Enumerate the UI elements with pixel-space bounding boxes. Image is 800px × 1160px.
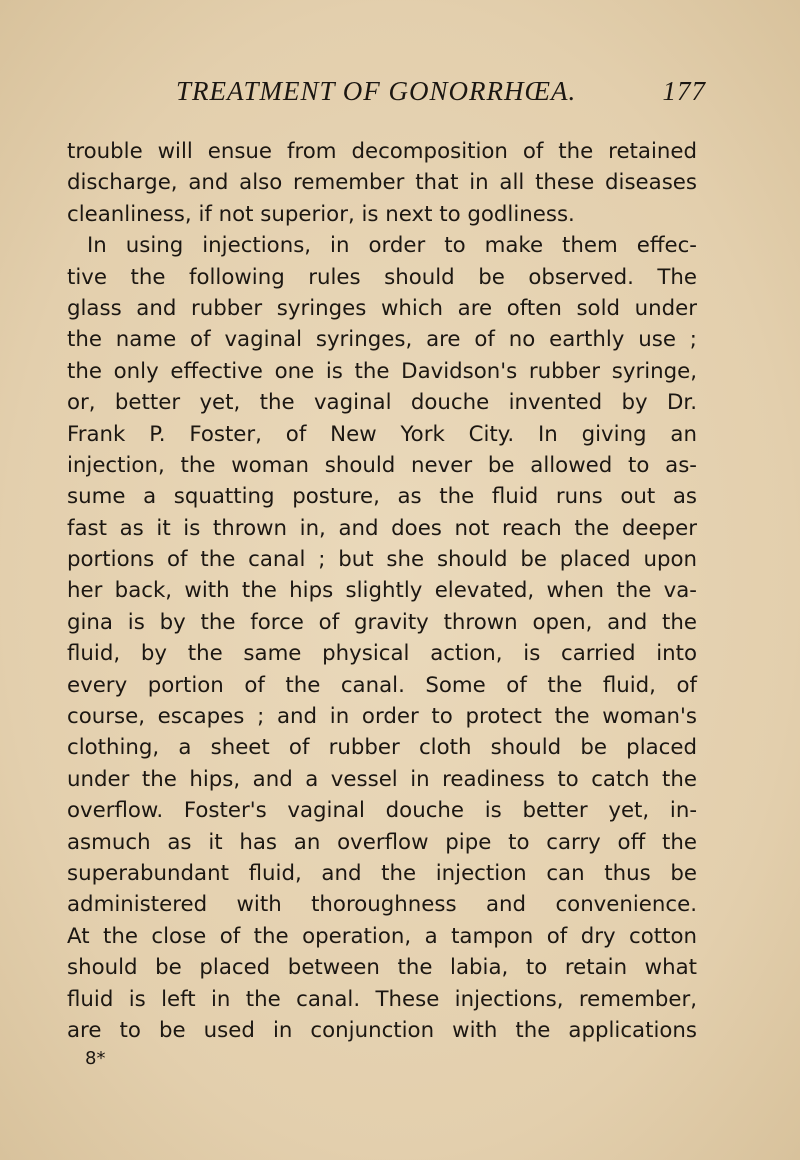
text-line: Frank P. Foster, of New York City. In giving an	[67, 421, 697, 447]
text-line: the only effective one is the Davidson's rubber syringe,	[67, 358, 697, 384]
text-line: cleanliness, if not superior, is next to godliness.	[67, 201, 575, 227]
text-line: or, better yet, the vaginal douche invented by Dr.	[67, 390, 697, 416]
text-line: In using injections, in order to make them effec-	[87, 233, 697, 259]
text-line: her back, with the hips slightly elevated, when the va-	[67, 578, 697, 604]
text-line: course, escapes ; and in order to protect the woman's	[67, 704, 697, 730]
text-line: At the close of the operation, a tampon of dry cotton	[67, 923, 697, 949]
text-line: sume a squatting posture, as the fluid runs out as	[67, 484, 697, 510]
text-line: superabundant fluid, and the injection can thus be	[67, 860, 697, 886]
text-line: portions of the canal ; but she should be placed upon	[67, 547, 697, 573]
text-line: gina is by the force of gravity thrown open, and the	[67, 609, 697, 635]
text-line: injection, the woman should never be allowed to as-	[67, 452, 697, 478]
running-title: TREATMENT OF GONORRHŒA.	[176, 76, 577, 106]
text-line: the name of vaginal syringes, are of no earthly use ;	[67, 327, 697, 353]
text-line: are to be used in conjunction with the applications	[67, 1017, 697, 1043]
signature-mark: 8*	[85, 1048, 106, 1069]
page-number: 177	[662, 76, 706, 106]
text-line: tive the following rules should be observed. The	[67, 264, 697, 290]
text-line: should be placed between the labia, to retain what	[67, 955, 697, 981]
text-line: discharge, and also remember that in all these diseases	[67, 170, 697, 196]
text-line: fast as it is thrown in, and does not reach the deeper	[67, 515, 697, 541]
text-line: fluid, by the same physical action, is carried into	[67, 641, 697, 667]
text-line: administered with thoroughness and convenience.	[67, 892, 697, 918]
text-line: trouble will ensue from decomposition of the retained	[67, 139, 697, 164]
text-line: every portion of the canal. Some of the fluid, of	[67, 672, 697, 698]
body-text	[67, 136, 697, 1046]
text-line: glass and rubber syringes which are often sold under	[67, 295, 697, 321]
text-line: overflow. Foster's vaginal douche is better yet, in-	[67, 798, 697, 824]
text-line: under the hips, and a vessel in readiness to catch the	[67, 766, 697, 792]
text-line: asmuch as it has an overflow pipe to carry off the	[67, 829, 697, 855]
text-line: fluid is left in the canal. These injections, remember,	[67, 986, 697, 1012]
text-line: clothing, a sheet of rubber cloth should be placed	[67, 735, 697, 761]
running-head	[176, 76, 706, 112]
